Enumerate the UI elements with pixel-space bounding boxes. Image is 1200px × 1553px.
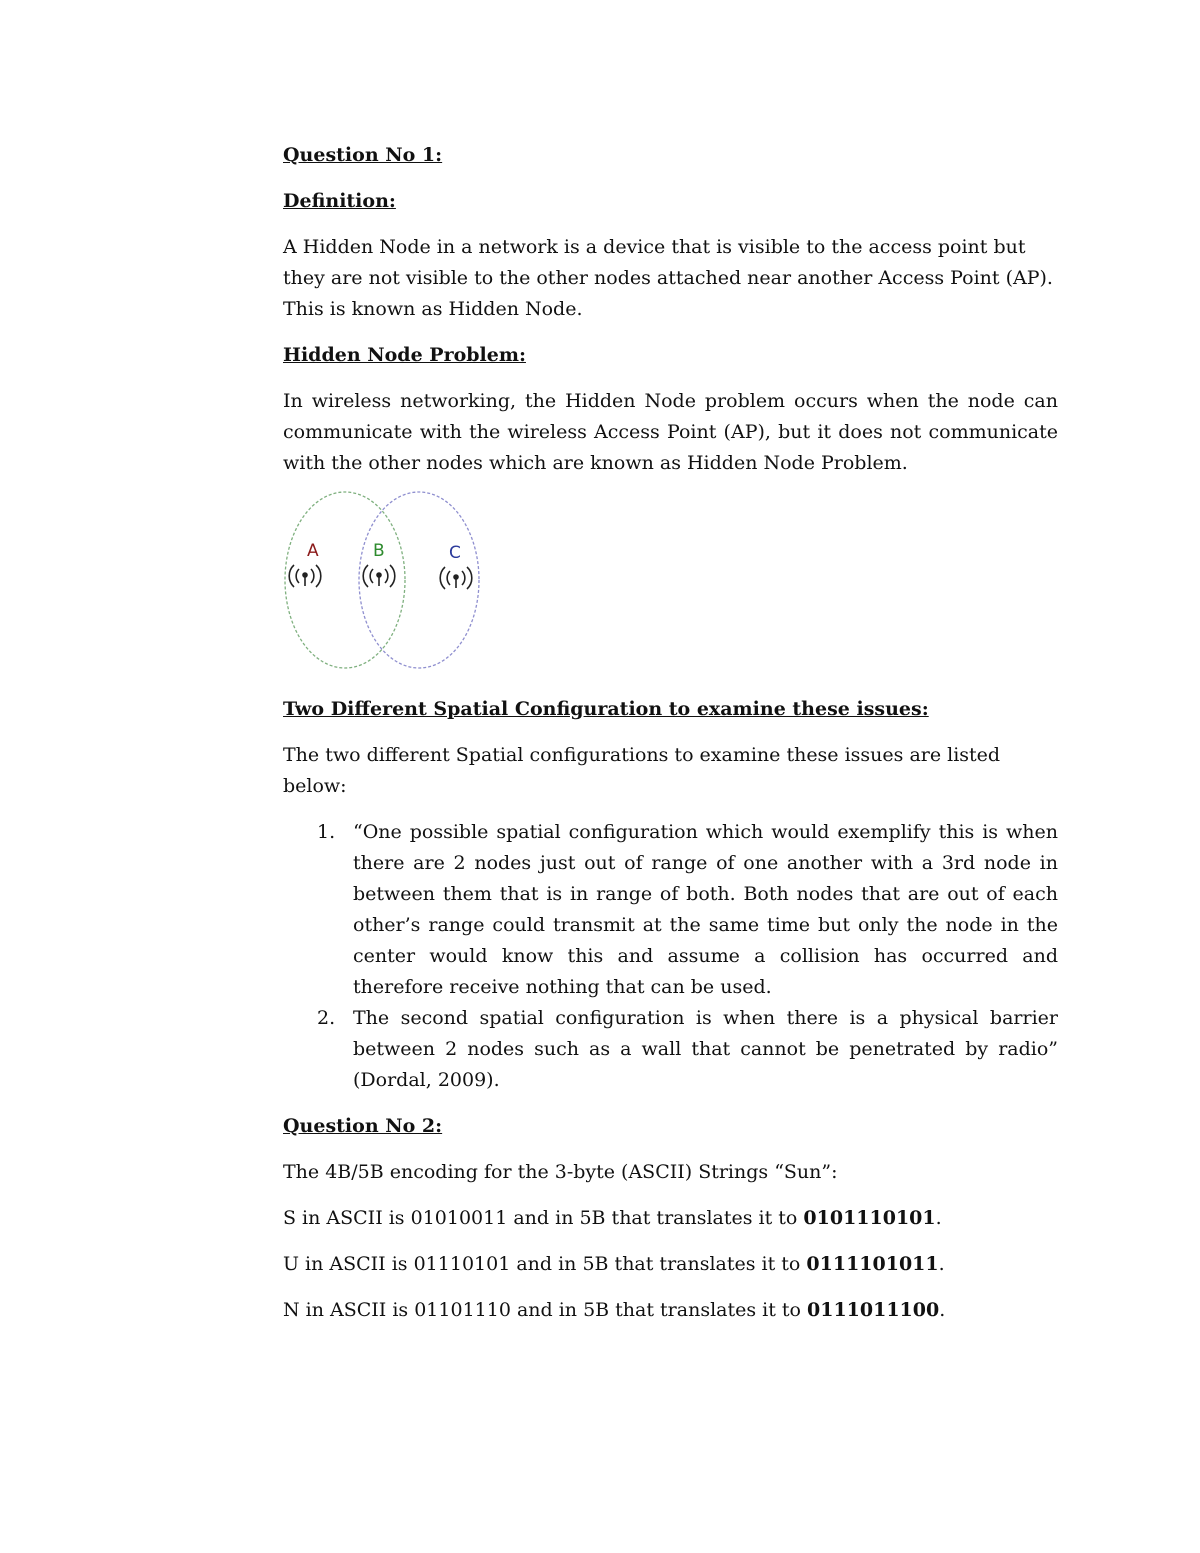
config-heading: Two Different Spatial Configuration to examine these issues: [283,698,929,720]
node-a-label: A [307,541,319,561]
encoding-code: 0101110101 [803,1207,936,1229]
encoding-row-u [283,1249,1058,1280]
encoding-suffix: . [938,1253,945,1275]
hidden-node-diagram [283,490,483,670]
node-c-label: C [449,543,461,563]
wireless-antenna-icon [363,565,395,587]
encoding-row-s [283,1203,1058,1234]
problem-heading: Hidden Node Problem: [283,344,526,366]
definition-text: A Hidden Node in a network is a device that is visible to the access point but they are not visible to the other nodes attached near another Access Point (AP). This is known as Hidden Node. [283,236,1053,320]
encoding-intro: The 4B/5B encoding for the 3-byte (ASCII) Strings “Sun”: [283,1161,838,1183]
question-2-title: Question No 2: [283,1115,443,1137]
definition-heading: Definition: [283,190,396,212]
list-item-text: The second spatial configuration is when there is a physical barrier between 2 nodes such as a wall that cannot be penetrated by radio” (Dordal, 2009). [353,1007,1058,1091]
list-number: 1. [317,821,336,843]
node-b-label: B [373,541,385,561]
encoding-suffix: . [935,1207,942,1229]
list-number: 2. [317,1007,336,1029]
list-item [283,1003,1058,1096]
wireless-antenna-icon [289,565,321,587]
encoding-code: 0111101011 [806,1253,939,1275]
problem-text: In wireless networking, the Hidden Node problem occurs when the node can communicate with the wireless Access Point (AP), but it does not communicate with the other nodes which are known as Hidden Node Problem. [283,390,1058,474]
encoding-code: 0111011100 [807,1299,940,1321]
list-item [283,817,1058,1003]
config-intro: The two different Spatial configurations to examine these issues are listed below: [283,744,1001,797]
encoding-suffix: . [939,1299,946,1321]
encoding-text: N in ASCII is 01101110 and in 5B that translates it to [283,1299,808,1321]
wireless-antenna-icon [440,567,472,589]
encoding-text: S in ASCII is 01010011 and in 5B that translates it to [283,1207,804,1229]
encoding-text: U in ASCII is 01110101 and in 5B that translates it to [283,1253,807,1275]
range-circle-right [359,492,479,668]
config-list [283,817,1058,1096]
question-1-title: Question No 1: [283,144,443,166]
document-page [283,140,1058,1341]
encoding-row-n [283,1295,1058,1326]
list-item-text: “One possible spatial configuration which would exemplify this is when there are 2 nodes just out of range of one another with a 3rd node in between them that is in range of both. Both nodes that are out of each other’s range could transmit at the same time but only the node in the center would know this and assume a collision has occurred and therefore receive nothing that can be used. [353,821,1058,998]
